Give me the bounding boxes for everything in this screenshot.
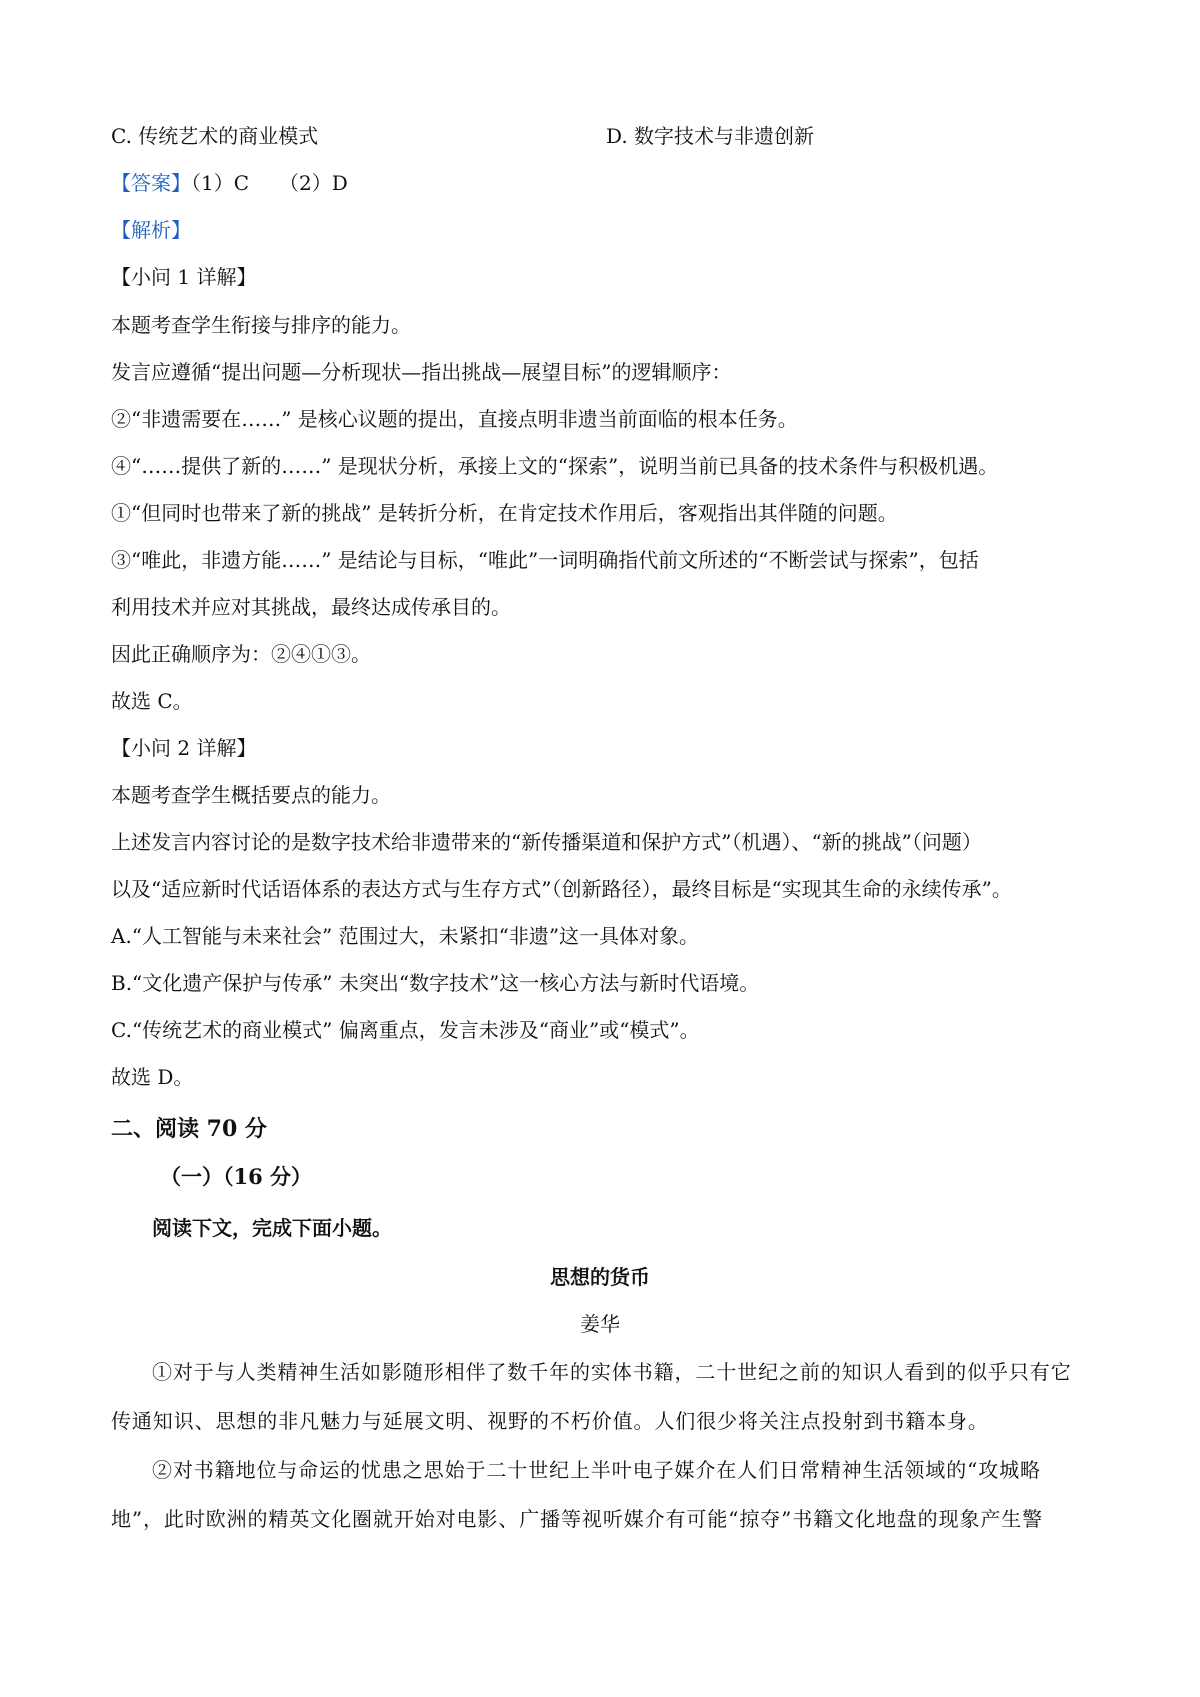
- answer-line: [111, 169, 348, 197]
- q1-heading: 【小问 1 详解】: [111, 265, 257, 289]
- q2-line: A.“人工智能与未来社会” 范围过大，未紧扣“非遗”这一具体对象。: [111, 924, 700, 948]
- q2-line: 以及“适应新时代话语体系的表达方式与生存方式”（创新路径），最终目标是“实现其生命的永续传承”。: [111, 877, 1012, 901]
- q1-line: ④“……提供了新的……” 是现状分析，承接上文的“探索”，说明当前已具备的技术条件与积极机遇。: [111, 454, 999, 478]
- q2-line: 故选 D。: [111, 1065, 194, 1089]
- section-instruction: 阅读下文，完成下面小题。: [152, 1216, 392, 1240]
- q1-line: 故选 C。: [111, 689, 193, 713]
- article-line: 地”，此时欧洲的精英文化圈就开始对电影、广播等视听媒介有可能“掠夺”书籍文化地盘的现象产生警: [111, 1507, 1044, 1531]
- q1-line: 发言应遵循“提出问题—分析现状—指出挑战—展望目标”的逻辑顺序：: [111, 360, 732, 384]
- q1-line: 本题考查学生衔接与排序的能力。: [111, 313, 411, 337]
- article-line: 传通知识、思想的非凡魅力与延展文明、视野的不朽价值。人们很少将关注点投射到书籍本身。: [111, 1409, 989, 1433]
- analysis-tag: 【解析】: [111, 218, 191, 242]
- q1-line: 因此正确顺序为：②④①③。: [111, 642, 371, 666]
- q2-line: 本题考查学生概括要点的能力。: [111, 783, 391, 807]
- q2-line: 上述发言内容讨论的是数字技术给非遗带来的“新传播渠道和保护方式”（机遇）、“新的挑战”（问题）: [111, 830, 982, 854]
- article-line: ①对于与人类精神生活如影随形相伴了数千年的实体书籍，二十世纪之前的知识人看到的似乎只有它: [152, 1360, 1072, 1384]
- q1-line: ②“非遗需要在……” 是核心议题的提出，直接点明非遗当前面临的根本任务。: [111, 407, 798, 431]
- q2-line: C.“传统艺术的商业模式” 偏离重点，发言未涉及“商业”或“模式”。: [111, 1018, 700, 1042]
- q2-heading: 【小问 2 详解】: [111, 736, 257, 760]
- q2-line: B.“文化遗产保护与传承” 未突出“数字技术”这一核心方法与新时代语境。: [111, 971, 760, 995]
- option-d: D. 数字技术与非遗创新: [606, 124, 815, 148]
- section-subtitle: （一）（16 分）: [160, 1164, 313, 1189]
- option-c: C. 传统艺术的商业模式: [111, 124, 319, 148]
- q1-line: 利用技术并应对其挑战，最终达成传承目的。: [111, 595, 511, 619]
- article-title: 思想的货币: [550, 1265, 650, 1289]
- q1-line: ①“但同时也带来了新的挑战” 是转折分析，在肯定技术作用后，客观指出其伴随的问题。: [111, 501, 898, 525]
- q1-line: ③“唯此，非遗方能……” 是结论与目标，“唯此”一词明确指代前文所述的“不断尝试与探索”，包括: [111, 548, 979, 572]
- article-author: 姜华: [580, 1312, 620, 1336]
- answer-text: （1）C （2）D: [191, 171, 348, 195]
- section-title: 二、阅读 70 分: [111, 1116, 267, 1142]
- answer-tag: 【答案】: [111, 171, 191, 195]
- article-line: ②对书籍地位与命运的忧患之思始于二十世纪上半叶电子媒介在人们日常精神生活领域的“攻城略: [152, 1458, 1041, 1482]
